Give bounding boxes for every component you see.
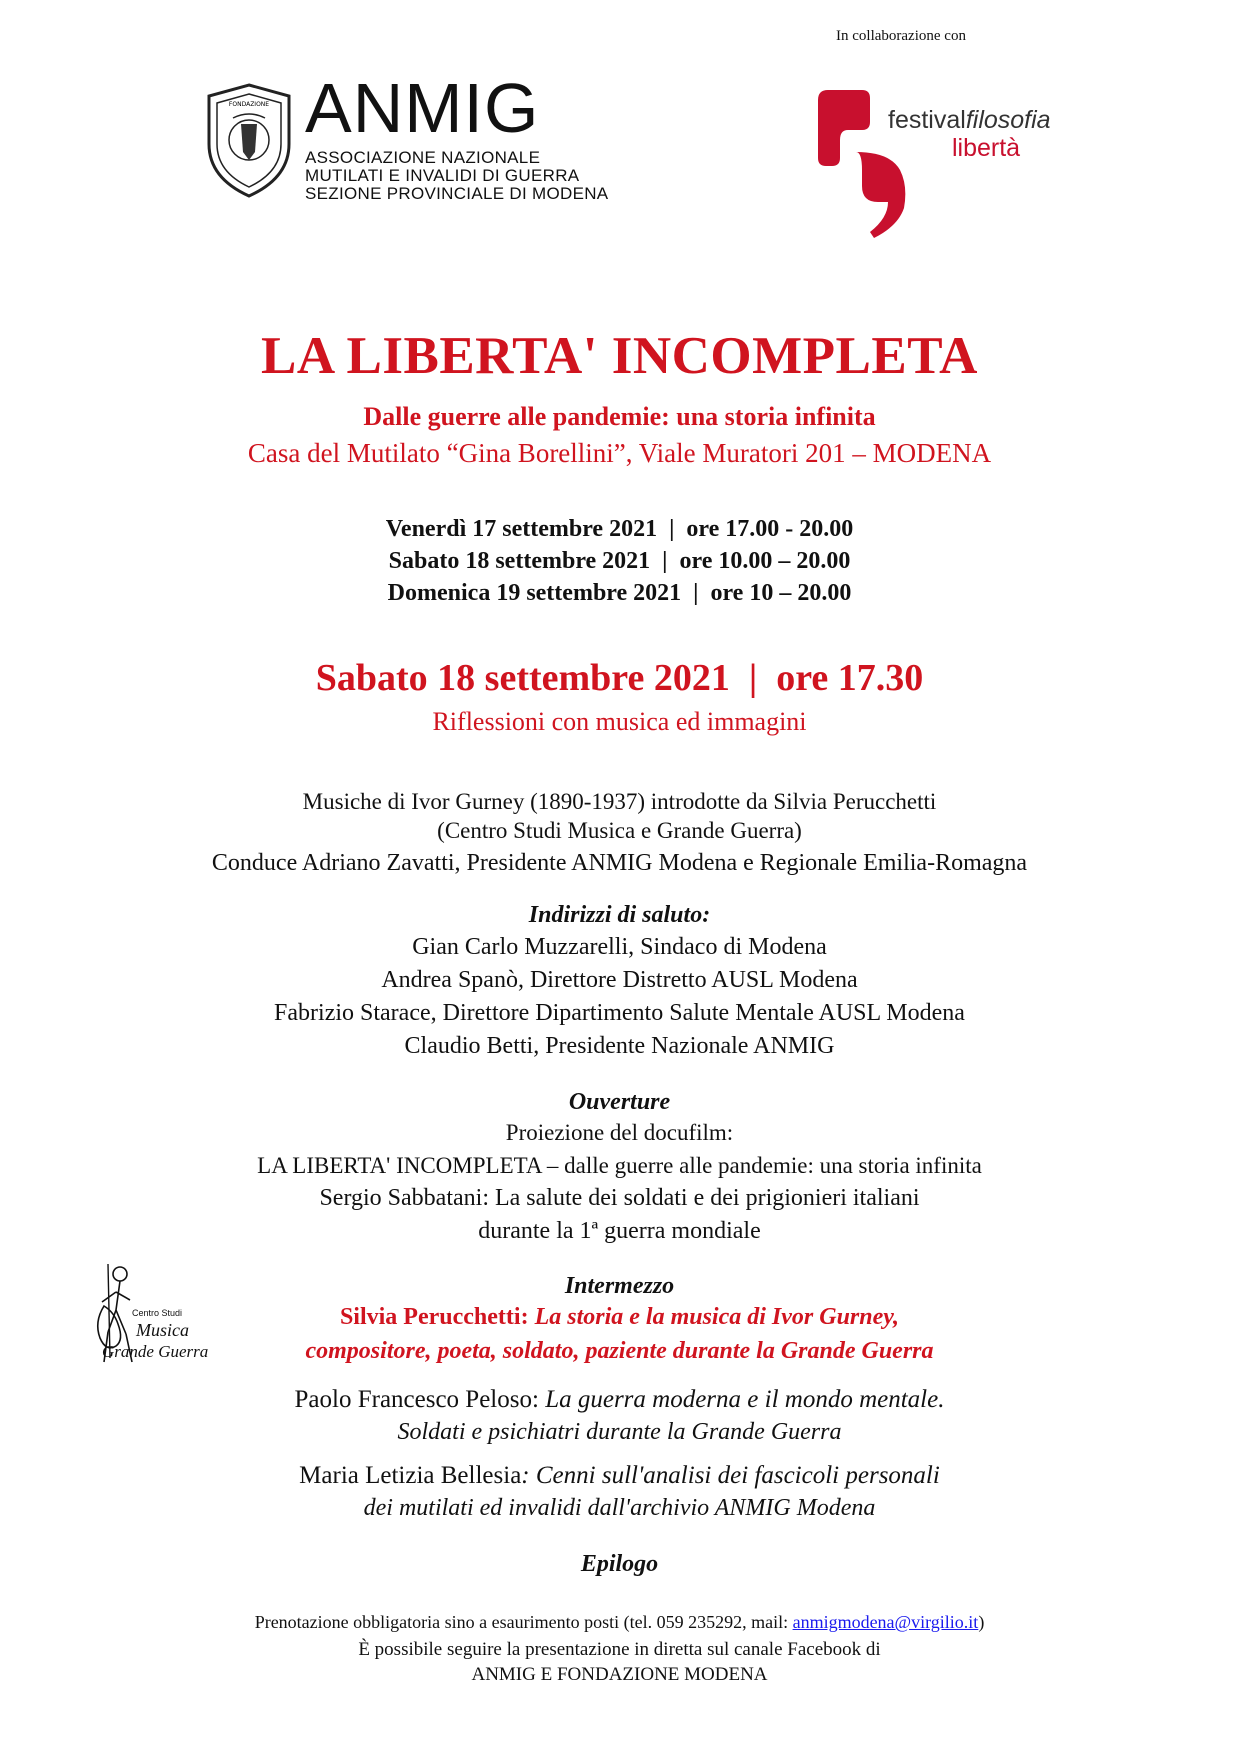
speaker-3: Maria Letizia Bellesia — [299, 1462, 522, 1489]
centro-studi-logo — [86, 1262, 216, 1382]
highlight-subtitle: Riflessioni con musica ed immagini — [432, 707, 807, 736]
centro-studi-musica: Musica — [136, 1320, 189, 1340]
intermezzo-heading: Intermezzo — [564, 1273, 675, 1299]
festivalfilosofia-logo — [812, 86, 1092, 246]
anmig-subtitle-2: MUTILATI E INVALIDI DI GUERRA — [305, 166, 580, 185]
intermezzo-talk-2b: Soldati e psichiatri durante la Grande Guerra — [397, 1419, 842, 1445]
ouverture-line-2: LA LIBERTA' INCOMPLETA – dalle guerre alle pandemie: una storia infinita — [257, 1153, 982, 1178]
festival-name — [888, 106, 1051, 135]
intermezzo-talk-1b: compositore, poeta, soldato, paziente durante la Grande Guerra — [305, 1338, 934, 1364]
ouverture-heading: Ouverture — [568, 1089, 671, 1115]
ouverture-line-3: Sergio Sabbatani: La salute dei soldati e dei prigionieri italiani — [319, 1185, 920, 1211]
booking-text-end: ) — [978, 1612, 985, 1632]
talk-2-title-a: La guerra moderna e il mondo mentale. — [545, 1386, 945, 1413]
live-info-line-1: È possibile seguire la presentazione in diretta sul canale Facebook di — [358, 1639, 881, 1660]
event-title: LA LIBERTA' INCOMPLETA — [261, 327, 978, 385]
anmig-subtitle-3: SEZIONE PROVINCIALE DI MODENA — [305, 184, 609, 203]
intro-line-1: Musiche di Ivor Gurney (1890-1937) introdotte da Silvia Perucchetti — [302, 789, 937, 814]
date-line-3: Domenica 19 settembre 2021 | ore 10 – 20.00 — [387, 580, 852, 606]
speaker-1: Silvia Perucchetti: — [339, 1304, 529, 1330]
intro-line-3: Conduce Adriano Zavatti, Presidente ANMIG Modena e Regionale Emilia-Romagna — [211, 850, 1028, 876]
svg-text:FONDAZIONE: FONDAZIONE — [228, 101, 270, 108]
anmig-name: ANMIG — [305, 69, 540, 147]
saluti-heading: Indirizzi di saluto: — [528, 902, 711, 928]
date-line-1: Venerdì 17 settembre 2021 | ore 17.00 - 20.00 — [385, 516, 854, 542]
event-subtitle: Dalle guerre alle pandemie: una storia infinita — [363, 402, 876, 431]
collaboration-label: In collaborazione con — [836, 28, 966, 44]
ouverture-line-4: durante la 1ª guerra mondiale — [478, 1218, 761, 1244]
booking-info — [0, 1612, 1239, 1633]
anmig-seal-icon — [205, 82, 293, 200]
festival-name-regular: festival — [888, 106, 966, 134]
saluti-line-1: Gian Carlo Muzzarelli, Sindaco di Modena — [412, 934, 827, 960]
anmig-subtitle-1: ASSOCIAZIONE NAZIONALE — [305, 148, 541, 167]
speaker-2: Paolo Francesco Peloso: — [294, 1386, 539, 1413]
intermezzo-talk-2a — [0, 1386, 1239, 1414]
epilogo-heading: Epilogo — [580, 1551, 659, 1577]
anmig-logo — [205, 69, 609, 208]
festival-theme: libertà — [952, 134, 1021, 162]
talk-3-title-a: : Cenni sull'analisi dei fascicoli personali — [521, 1462, 940, 1489]
festival-name-italic: filosofia — [965, 106, 1051, 134]
booking-email-link[interactable]: anmigmodena@virgilio.it — [792, 1612, 979, 1632]
intro-line-2: (Centro Studi Musica e Grande Guerra) — [437, 818, 802, 843]
centro-studi-grande-guerra: Grande Guerra — [102, 1342, 209, 1361]
live-info-line-2: ANMIG E FONDAZIONE MODENA — [471, 1664, 768, 1685]
intermezzo-talk-3a — [0, 1462, 1239, 1490]
saluti-line-3: Fabrizio Starace, Direttore Dipartimento Salute Mentale AUSL Modena — [274, 1000, 965, 1026]
talk-1-title-a: La storia e la musica di Ivor Gurney, — [534, 1304, 900, 1330]
booking-text: Prenotazione obbligatoria sino a esaurimento posti (tel. 059 235292, mail: — [254, 1612, 793, 1632]
event-venue: Casa del Mutilato “Gina Borellini”, Viale Muratori 201 – MODENA — [247, 438, 992, 468]
intermezzo-talk-3b: dei mutilati ed invalidi dall'archivio ANMIG Modena — [363, 1495, 876, 1521]
ouverture-line-1: Proiezione del docufilm: — [505, 1120, 734, 1145]
saluti-line-4: Claudio Betti, Presidente Nazionale ANMIG — [404, 1033, 835, 1059]
centro-studi-label: Centro Studi — [132, 1308, 183, 1318]
date-line-2: Sabato 18 settembre 2021 | ore 10.00 – 20.00 — [388, 548, 851, 574]
highlight-date: Sabato 18 settembre 2021 | ore 17.30 — [315, 657, 924, 699]
saluti-line-2: Andrea Spanò, Direttore Distretto AUSL Modena — [381, 967, 858, 993]
